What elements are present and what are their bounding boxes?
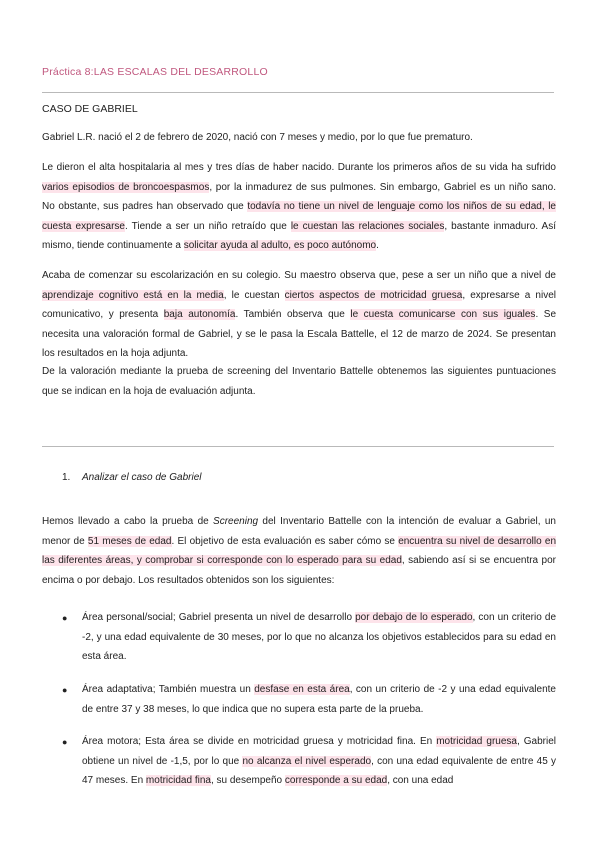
highlight: varios episodios de broncoespasmos: [42, 181, 210, 193]
highlight: no alcanza el nivel esperado: [242, 755, 372, 767]
highlight: motricidad gruesa: [436, 736, 517, 747]
list-item: Área motora; Esta área se divide en motricidad gruesa y motricidad fina. En motricidad gruesa, Gabriel obtiene un nivel de -1,5, por lo que no alcanza el nivel esperado, con una edad equivalente de entre 45 y 47 meses. En motricidad fina, su desempeño corresponde a su edad, con una edad: [82, 736, 556, 787]
highlight: aprendizaje cognitivo está en la media: [42, 289, 224, 301]
section-number: 1.: [62, 472, 71, 483]
highlight: le cuestan las relaciones sociales: [290, 220, 445, 232]
bullet-icon: ●: [62, 685, 68, 695]
highlight: por debajo de lo esperado: [355, 612, 473, 623]
bullet-icon: ●: [62, 737, 68, 747]
highlight: corresponde a su edad: [284, 775, 388, 787]
case-title: CASO DE GABRIEL: [42, 103, 138, 115]
highlight: motricidad fina: [145, 775, 211, 787]
highlight: baja autonomía: [163, 309, 236, 321]
highlight: le cuesta comunicarse con sus iguales: [350, 309, 536, 321]
highlight: desfase en esta área: [254, 684, 350, 695]
paragraph-2: Acaba de comenzar su escolarización en su colegio. Su maestro observa que, pese a ser un niño que a nivel de aprendizaje cognitivo está en la media, le cuestan ciertos aspectos de motricidad gruesa, expresarse a nivel comunicativo, y presenta baja autonomía. También observa que le cuesta comunicarse con sus iguales. Se necesita una valoración formal de Gabriel, y se le pasa la Escala Battelle, el 12 de marzo de 2024. Se presentan los resultados en la hoja adjunta.: [42, 270, 557, 360]
highlight: ciertos aspectos de motricidad gruesa: [284, 289, 463, 301]
section-title: Analizar el caso de Gabriel: [82, 472, 202, 483]
section-divider: [42, 446, 554, 447]
intro-paragraph: Gabriel L.R. nació el 2 de febrero de 2020, nació con 7 meses y medio, por lo que fue prematuro.: [42, 132, 473, 143]
highlight: encuentra su nivel de desarrollo en las diferentes áreas, y comprobar si corresponde con lo esperado para su edad: [42, 535, 557, 567]
highlight: solicitar ayuda al adulto, es poco autónomo: [183, 240, 377, 252]
paragraph-3: De la valoración mediante la prueba de screening del Inventario Battelle obtenemos las siguientes puntuaciones que se indican en la hoja de evaluación adjunta.: [42, 366, 556, 397]
highlight: todavía no tiene un nivel de lenguaje como los niños de su edad, le cuesta expresarse: [42, 201, 556, 232]
top-divider: [42, 92, 554, 93]
practice-title: Práctica 8:LAS ESCALAS DEL DESARROLLO: [42, 66, 268, 78]
highlight: 51 meses de edad: [87, 535, 172, 547]
bullet-icon: ●: [62, 613, 68, 623]
paragraph-1: Le dieron el alta hospitalaria al mes y tres días de haber nacido. Durante los primeros años de su vida ha sufrido varios episodios de broncoespasmos, por la inmadurez de sus pulmones. Sin embargo, Gabriel es un niño sano. No obstante, sus padres han observado que todavía no tiene un nivel de lenguaje como los niños de su edad, le cuesta expresarse. Tiende a ser un niño retraído que le cuestan las relaciones sociales, bastante inmaduro. Así mismo, tiende continuamente a solicitar ayuda al adulto, es poco autónomo.: [42, 162, 556, 252]
paragraph-4: Hemos llevado a cabo la prueba de Screening del Inventario Battelle con la intención de evaluar a Gabriel, un menor de 51 meses de edad. El objetivo de esta evaluación es saber cómo se encuentra su nivel de desarrollo en las diferentes áreas, y comprobar si corresponde con lo esperado para su edad, sabiendo así si se encuentra por encima o por debajo. Los resultados obtenidos son los siguientes:: [42, 516, 557, 586]
list-item: Área personal/social; Gabriel presenta un nivel de desarrollo por debajo de lo esperado, con un criterio de -2, y una edad equivalente de 30 meses, por lo que no alcanza los objetivos establecidos para su edad en esta área.: [82, 612, 556, 663]
list-item: Área adaptativa; También muestra un desfase en esta área, con un criterio de -2 y una edad equivalente de entre 37 y 38 meses, lo que indica que no supera esta parte de la prueba.: [82, 684, 556, 715]
